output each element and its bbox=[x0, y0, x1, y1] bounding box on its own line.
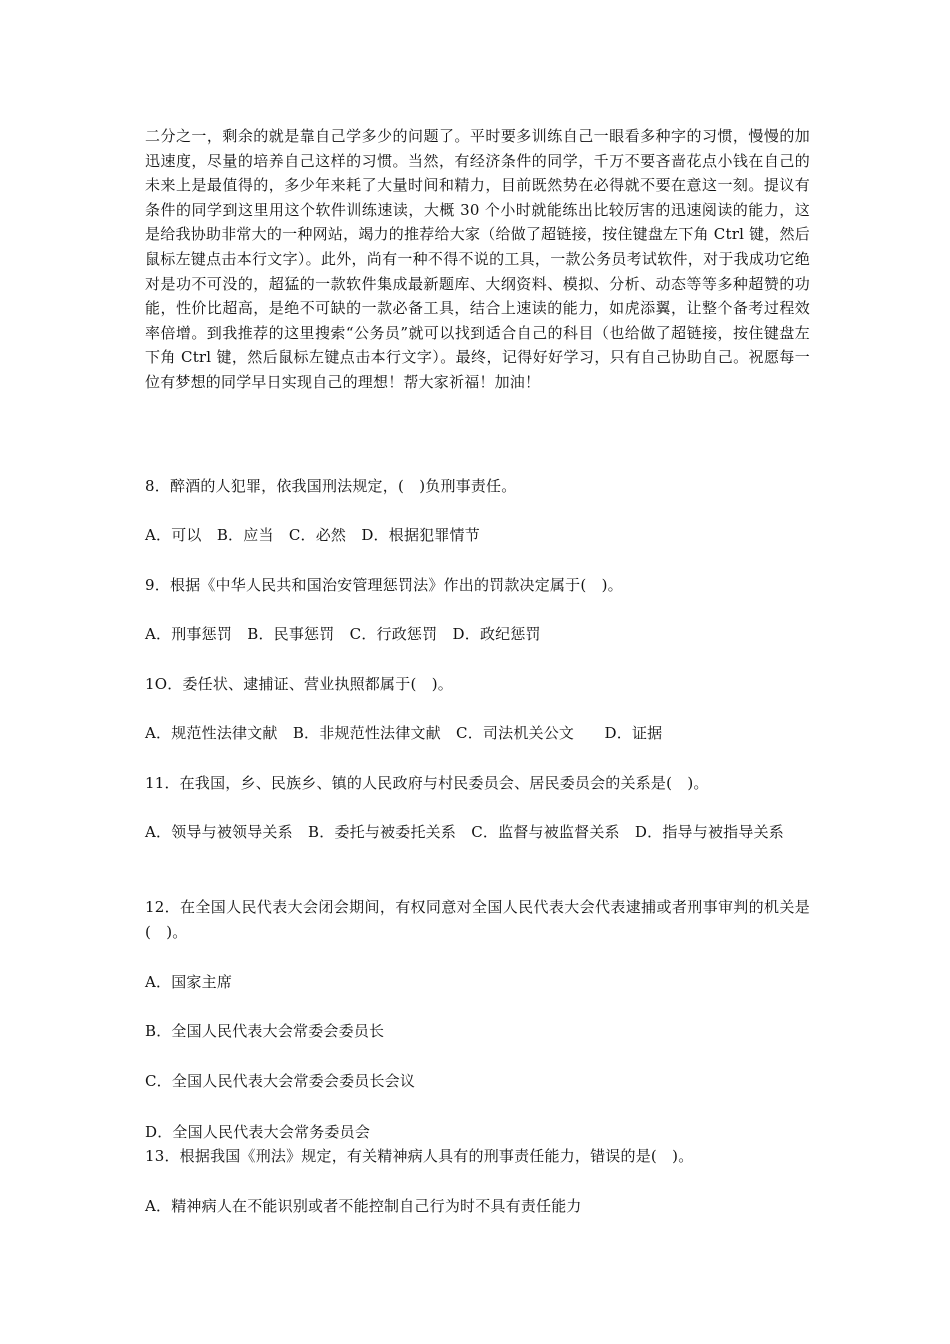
question-13-option-a: A．精神病人在不能识别或者不能控制自己行为时不具有责任能力 bbox=[145, 1197, 582, 1215]
question-11-stem: 11．在我国，乡、民族乡、镇的人民政府与村民委员会、居民委员会的关系是( )。 bbox=[145, 774, 709, 792]
question-12-option-d: D．全国人民代表大会常务委员会 bbox=[145, 1123, 371, 1141]
question-9-options: A．刑事惩罚 B．民事惩罚 C．行政惩罚 D．政纪惩罚 bbox=[145, 625, 541, 643]
question-12-option-b: B．全国人民代表大会常委会委员长 bbox=[145, 1022, 385, 1040]
question-10-options: A．规范性法律文献 B．非规范性法律文献 C．司法机关公文 D．证据 bbox=[145, 724, 663, 742]
question-10-stem: 1O．委任状、逮捕证、营业执照都属于( )。 bbox=[145, 675, 453, 693]
question-13-stem: 13．根据我国《刑法》规定，有关精神病人具有的刑事责任能力，错误的是( )。 bbox=[145, 1147, 694, 1165]
question-8-stem: 8．醉酒的人犯罪，依我国刑法规定，( )负刑事责任。 bbox=[145, 477, 517, 495]
question-11-options: A．领导与被领导关系 B．委托与被委托关系 C．监督与被监督关系 D．指导与被指导关系 bbox=[145, 823, 784, 841]
question-12-stem: 12．在全国人民代表大会闭会期间，有权同意对全国人民代表大会代表逮捕或者刑事审判的机关是( )。 bbox=[145, 898, 810, 941]
question-12-option-c: C．全国人民代表大会常委会委员长会议 bbox=[145, 1072, 416, 1090]
question-8-options: A．可以 B．应当 C．必然 D．根据犯罪情节 bbox=[145, 526, 480, 544]
intro-paragraph: 二分之一，剩余的就是靠自己学多少的问题了。平时要多训练自己一眼看多种字的习惯，慢慢的加迅速度，尽量的培养自己这样的习惯。当然，有经济条件的同学，千万不要吝啬花点小钱在自己的未来上是最值得的，多少年来耗了大量时间和精力，目前既然势在必得就不要在意这一刻。提议有条件的同学到这里用这个软件训练速读，大概 30 个小时就能练出比较厉害的迅速阅读的能力，这是给我协助非常大的一种网站，竭力的推荐给大家（给做了超链接，按住键盘左下角 Ctrl 键，然后鼠标左键点击本行文字）。此外，尚有一种不得不说的工具，一款公务员考试软件，对于我成功它绝对是功不可没的，超猛的一款软件集成最新题库、大纲资料、模拟、分析、动态等等多种超赞的功能，性价比超高，是绝不可缺的一款必备工具，结合上速读的能力，如虎添翼，让整个备考过程效率倍增。到我推荐的这里搜索“公务员”就可以找到适合自己的科目（也给做了超链接，按住键盘左下角 Ctrl 键，然后鼠标左键点击本行文字）。最终，记得好好学习，只有自己协助自己。祝愿每一位有梦想的同学早日实现自己的理想！帮大家祈福！加油！ bbox=[145, 127, 810, 391]
question-9-stem: 9．根据《中华人民共和国治安管理惩罚法》作出的罚款决定属于( )。 bbox=[145, 576, 623, 594]
question-12-option-a: A．国家主席 bbox=[145, 973, 233, 991]
